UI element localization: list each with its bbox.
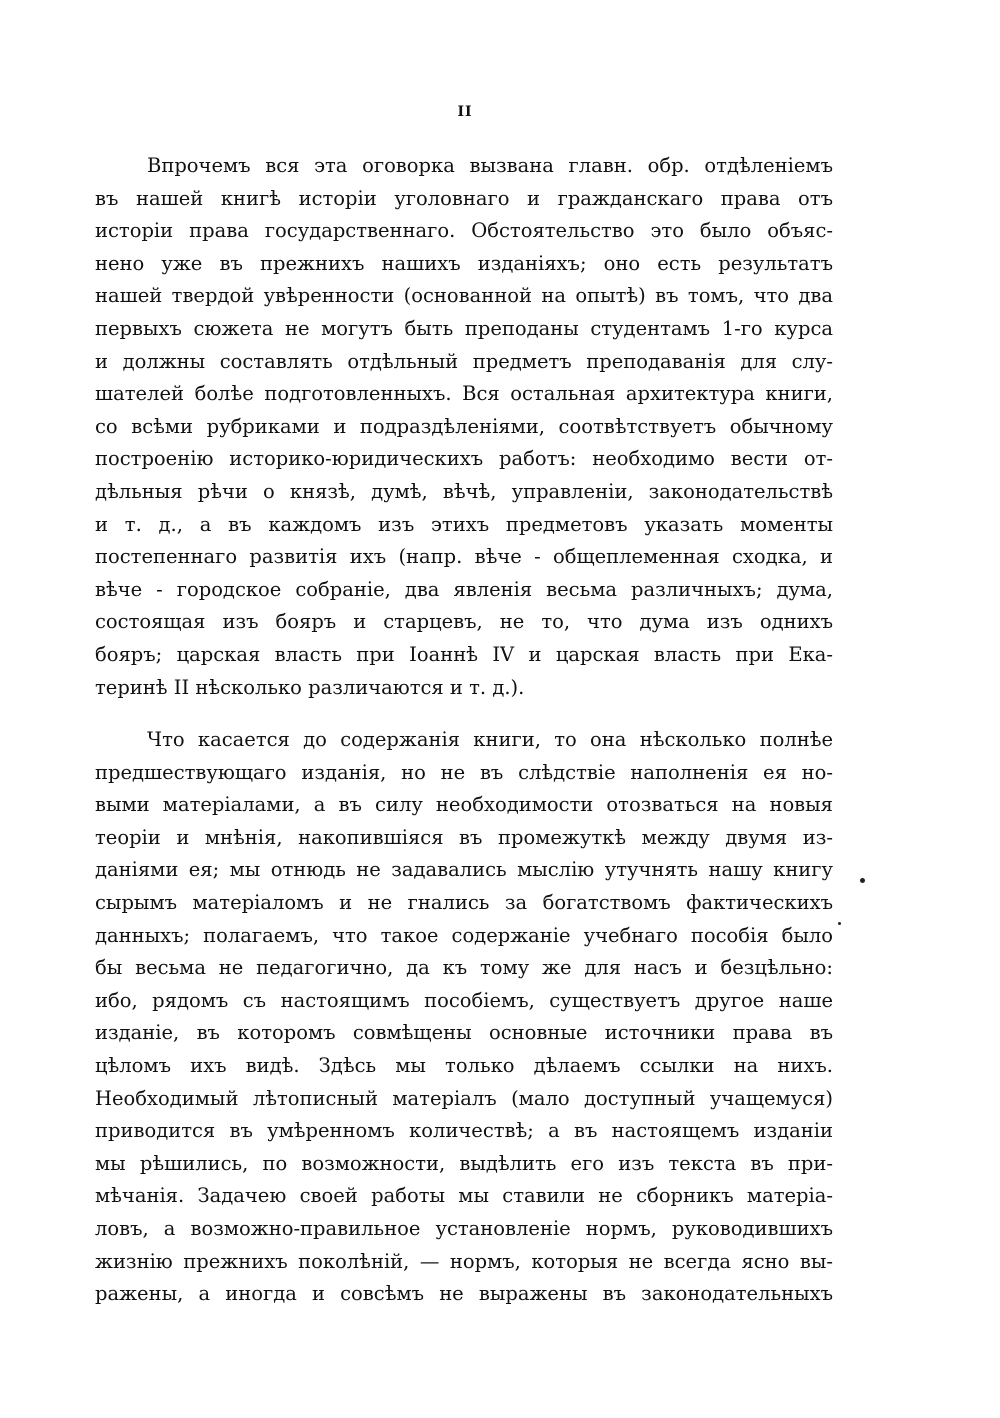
- text-line: данныхъ; полагаемъ, что такое содержаніе учебнаго пособія было: [95, 923, 833, 947]
- text-line: вѣче - городское собраніе, два явленія весьма различныхъ; дума,: [95, 577, 833, 601]
- text-line: выми матеріалами, а въ силу необходимости отозваться на новыя: [95, 793, 833, 817]
- text-line: нашей твердой увѣренности (основанной на опытѣ) въ томъ, что два: [95, 284, 833, 308]
- print-speck: [860, 878, 865, 883]
- text-line: постепеннаго развитія ихъ (напр. вѣче - общеплеменная сходка, и: [95, 545, 833, 569]
- text-line: исторіи права государственнаго. Обстоятельство это было объяс-: [95, 219, 833, 243]
- paragraph-2: [95, 724, 833, 1311]
- text-line: мы рѣшились, по возможности, выдѣлить его изъ текста въ при-: [95, 1151, 833, 1175]
- text-line: со всѣми рубриками и подраздѣленіями, соотвѣтствуетъ обычному: [95, 414, 833, 438]
- text-line: дѣльныя рѣчи о князѣ, думѣ, вѣчѣ, управленіи, законодательствѣ: [95, 479, 833, 503]
- paragraph-spacer: [95, 704, 833, 724]
- text-line: теоріи и мнѣнія, накопившіяся въ промежуткѣ между двумя из-: [95, 825, 833, 849]
- print-speck: [838, 922, 841, 925]
- text-line: сырымъ матеріаломъ и не гнались за богатствомъ фактическихъ: [95, 891, 833, 915]
- text-line: ражены, а иногда и совсѣмъ не выражены въ законодательныхъ: [95, 1282, 833, 1306]
- text-line: бы весьма не педагогично, да къ тому же для насъ и безцѣльно:: [95, 956, 833, 980]
- text-line: нено уже въ прежнихъ нашихъ изданіяхъ; оно есть результатъ: [95, 251, 833, 275]
- text-line: Впрочемъ вся эта оговорка вызвана главн. обр. отдѣленіемъ: [147, 154, 833, 177]
- text-line: первыхъ сюжета не могутъ быть преподаны студентамъ 1-го курса: [95, 316, 833, 340]
- text-line: теринѣ II нѣсколько различаются и т. д.).: [95, 675, 525, 699]
- text-line: построенію историко-юридическихъ работъ: необходимо вести от-: [95, 447, 833, 471]
- paragraph-1: [95, 150, 833, 704]
- text-line: мѣчанія. Задачею своей работы мы ставили не сборникъ матеріа-: [95, 1184, 833, 1208]
- text-line: въ нашей книгѣ исторіи уголовнаго и гражданскаго права отъ: [95, 186, 833, 210]
- text-line: изданіе, въ которомъ совмѣщены основные источники права въ: [95, 1021, 833, 1045]
- page-number: II: [457, 104, 473, 120]
- text-line: Что касается до содержанія книги, то она нѣсколько полнѣе: [147, 728, 833, 752]
- text-line: состоящая изъ бояръ и старцевъ, не то, что дума изъ однихъ: [95, 610, 833, 634]
- text-line: жизнію прежнихъ поколѣній, — нормъ, которыя не всегда ясно вы-: [95, 1249, 833, 1273]
- text-line: цѣломъ ихъ видѣ. Здѣсь мы только дѣлаемъ ссылки на нихъ.: [95, 1054, 833, 1078]
- text-line: даніями ея; мы отнюдь не задавались мыслію утучнять нашу книгу: [95, 858, 833, 882]
- text-line: ловъ, а возможно-правильное установленіе нормъ, руководившихъ: [95, 1217, 833, 1240]
- text-line: шателей болѣе подготовленныхъ. Вся остальная архитектура книги,: [95, 382, 833, 406]
- text-line: бояръ; царская власть при Іоаннѣ IV и царская власть при Ека-: [95, 642, 833, 666]
- text-line: Необходимый лѣтописный матеріалъ (мало доступный учащемуся): [95, 1086, 833, 1110]
- text-line: и должны составлять отдѣльный предметъ преподаванія для слу-: [95, 349, 833, 373]
- text-line: и т. д., а въ каждомъ изъ этихъ предметовъ указать моменты: [95, 512, 833, 536]
- text-line: приводится въ умѣренномъ количествѣ; а въ настоящемъ изданіи: [95, 1119, 833, 1143]
- body-text: [95, 150, 833, 1311]
- text-line: ибо, рядомъ съ настоящимъ пособіемъ, существуетъ другое наше: [95, 988, 833, 1012]
- text-line: предшествующаго изданія, но не въ слѣдствіе наполненія ея но-: [95, 760, 833, 784]
